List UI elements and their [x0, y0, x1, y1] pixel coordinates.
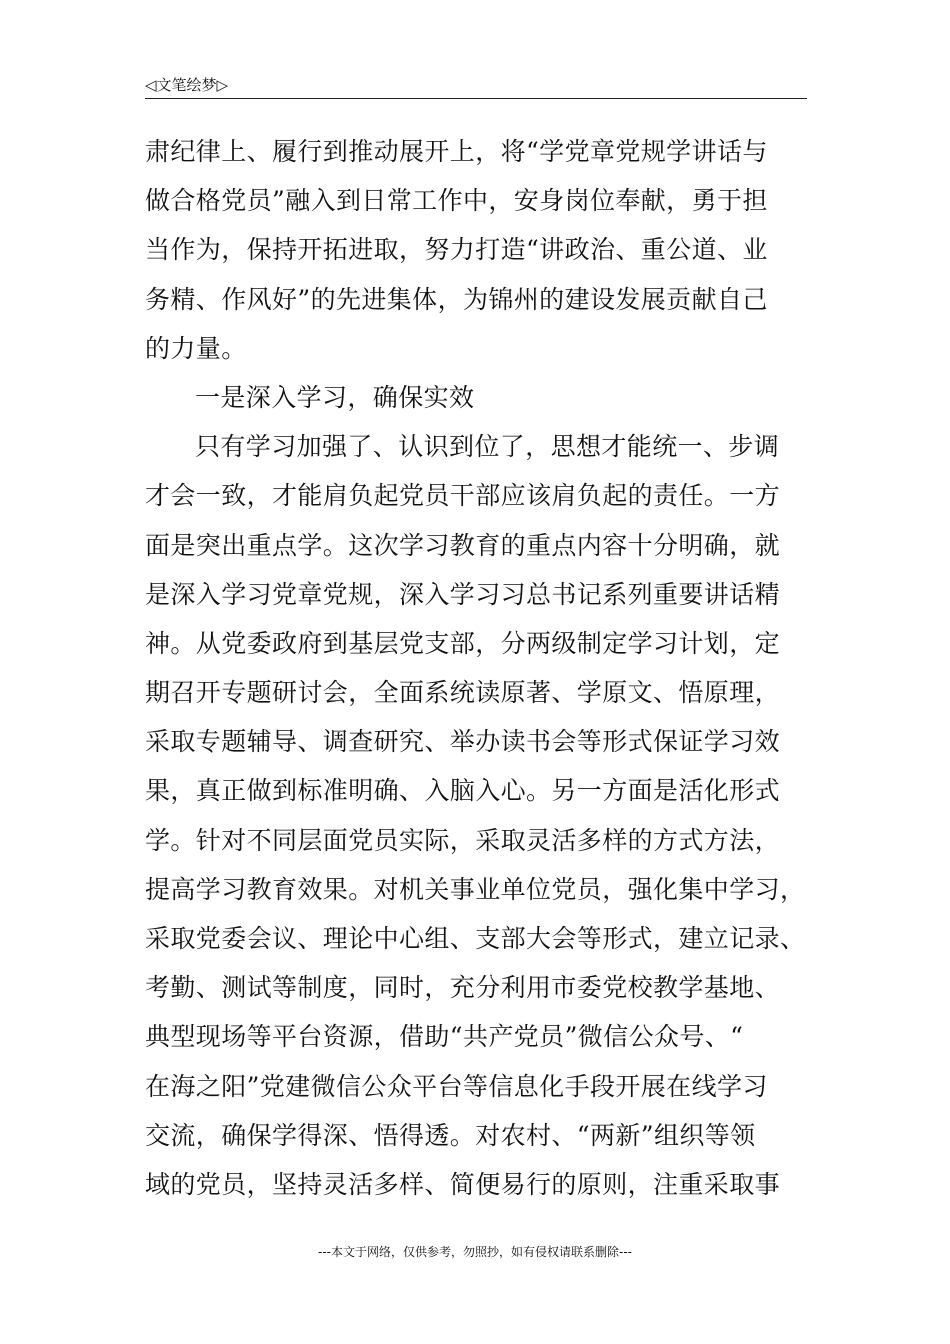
document-body [145, 127, 845, 1209]
page-footer [0, 1244, 950, 1260]
text-line: 考勤、测试等制度，同时，充分利用市委党校教学基地、 [145, 973, 781, 1003]
text-line: 学。针对不同层面党员实际，采取灵活多样的方式方法， [145, 825, 781, 855]
footer-disclaimer: ---本文于网络，仅供参考，勿照抄，如有侵权请联系删除--- [318, 1245, 632, 1259]
text-line: 神。从党委政府到基层党支部，分两级制定学习计划，定 [145, 628, 781, 658]
text-line: 务精、作风好”的先进集体，为锦州的建设发展贡献自己 [145, 284, 768, 314]
text-line: 一是深入学习，确保实效 [195, 382, 475, 412]
text-line: 才会一致，才能肩负起党员干部应该肩负起的责任。一方 [145, 481, 781, 511]
text-line: 在海之阳”党建微信公众平台等信息化手段开展在线学习 [145, 1071, 768, 1101]
text-line: 交流，确保学得深、悟得透。对农村、“两新”组织等领 [145, 1120, 756, 1150]
text-line: 域的党员，坚持灵活多样、简便易行的原则，注重采取事 [145, 1169, 781, 1199]
text-line: 面是突出重点学。这次学习教育的重点内容十分明确，就 [145, 530, 781, 560]
text-line: 采取党委会议、理论中心组、支部大会等形式，建立记录、 [145, 924, 806, 953]
text-line: 采取专题辅导、调查研究、举办读书会等形式保证学习效 [145, 727, 781, 757]
header-title: ◁文笔绘梦▷ [145, 76, 229, 94]
text-line: 是深入学习党章党规，深入学习习总书记系列重要讲话精 [145, 579, 781, 609]
text-line: 做合格党员”融入到日常工作中，安身岗位奉献，勇于担 [145, 186, 768, 216]
text-line: 当作为，保持开拓进取，努力打造“讲政治、重公道、业 [145, 235, 768, 265]
text-line: 的力量。 [145, 333, 247, 363]
text-line: 提高学习教育效果。对机关事业单位党员，强化集中学习， [145, 874, 806, 904]
text-line: 期召开专题研讨会，全面系统读原著、学原文、悟原理， [145, 678, 781, 708]
text-line: 只有学习加强了、认识到位了，思想才能统一、步调 [195, 432, 780, 462]
text-line: 典型现场等平台资源，借助“共产党员”微信公众号、“ [145, 1022, 744, 1052]
page-header [145, 74, 807, 99]
text-line: 果，真正做到标准明确、入脑入心。另一方面是活化形式 [145, 776, 781, 806]
text-line: 肃纪律上、履行到推动展开上，将“学党章党规学讲话与 [145, 137, 768, 166]
